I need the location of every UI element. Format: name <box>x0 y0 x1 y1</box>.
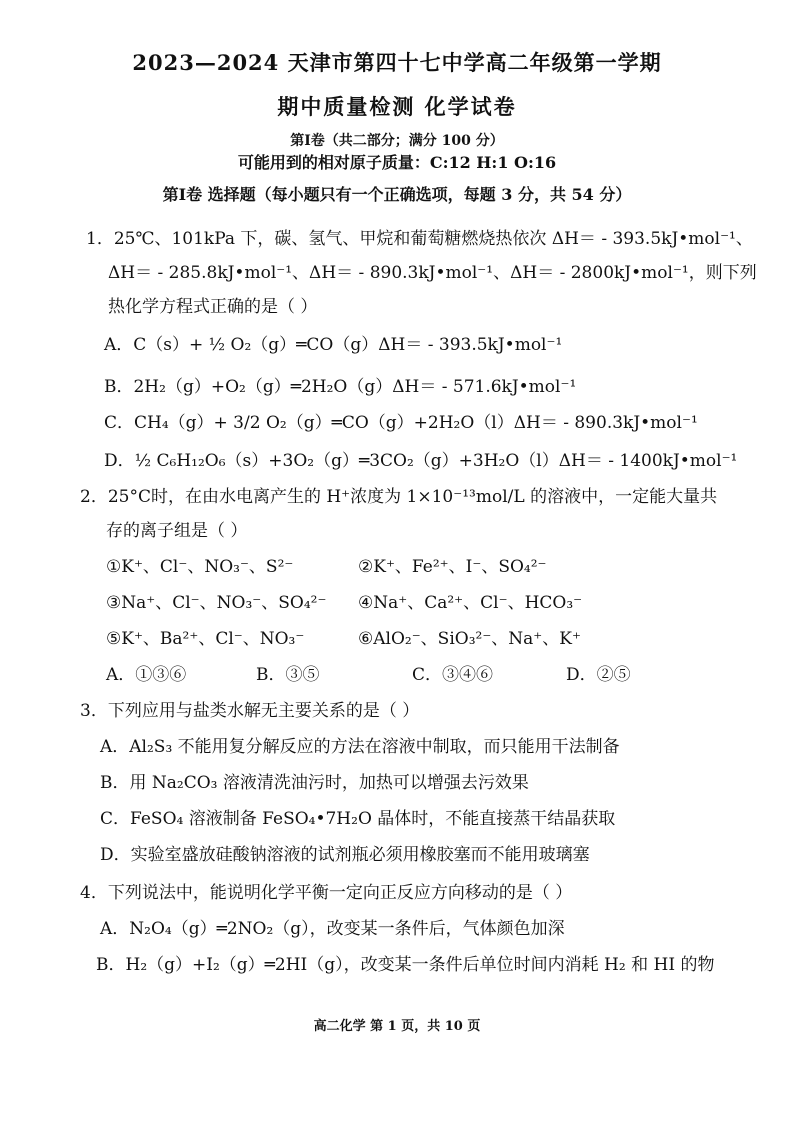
page-footer: 高二化学 第 1 页，共 10 页 <box>313 1019 481 1034</box>
q2-stem-line1: 2．25°C时，在由水电离产生的 H⁺浓度为 1×10⁻¹³mol/L 的溶液中，一定能大量共 <box>80 487 718 507</box>
q4-option-b: B．H₂（g）+I₂（g）═2HI（g），改变某一条件后单位时间内消耗 H₂ 和 HI 的物 <box>96 955 715 975</box>
q1-stem-line1: 1．25℃、101kPa 下，碳、氢气、甲烷和葡萄糖燃烧热依次 ΔH＝ - 393.5kJ•mol⁻¹、 <box>86 229 753 249</box>
q1-option-d: D．½ C₆H₁₂O₆（s）+3O₂（g）═3CO₂（g）+3H₂O（l）ΔH＝ - 1400kJ•mol⁻¹ <box>104 451 738 471</box>
q2-stem-line2: 存的离子组是（ ） <box>106 521 248 541</box>
q3-option-d: D．实验室盛放硅酸钠溶液的试剂瓶必须用橡胶塞而不能用玻璃塞 <box>100 845 590 865</box>
section-title: 第Ⅰ卷 选择题（每小题只有一个正确选项，每题 3 分，共 54 分） <box>162 185 632 204</box>
q1-stem-line3: 热化学方程式正确的是（ ） <box>108 297 318 317</box>
q3-option-c: C．FeSO₄ 溶液制备 FeSO₄•7H₂O 晶体时，不能直接蒸干结晶获取 <box>100 809 616 829</box>
q1-option-c: C．CH₄（g）+ 3/2 O₂（g）═CO（g）+2H₂O（l）ΔH＝ - 890.3kJ•mol⁻¹ <box>104 413 698 433</box>
q2-ion-group-3: ③Na⁺、Cl⁻、NO₃⁻、SO₄²⁻ <box>106 593 327 613</box>
q2-ion-group-2: ②K⁺、Fe²⁺、I⁻、SO₄²⁻ <box>358 557 547 577</box>
q1-option-b: B．2H₂（g）+O₂（g）═2H₂O（g）ΔH＝ - 571.6kJ•mol⁻¹ <box>104 377 577 397</box>
q4-stem: 4．下列说法中，能说明化学平衡一定向正反应方向移动的是（ ） <box>80 883 573 903</box>
exam-title-line2: 期中质量检测 化学试卷 <box>277 94 517 119</box>
exam-title-line1: 2023—2024 天津市第四十七中学高二年级第一学期 <box>132 50 662 75</box>
q2-option-c: C．③④⑥ <box>412 665 494 685</box>
q1-stem-line2: ΔH＝ - 285.8kJ•mol⁻¹、ΔH＝ - 890.3kJ•mol⁻¹、ΔH＝ - 2800kJ•mol⁻¹，则下列 <box>108 263 757 283</box>
q4-option-a: A．N₂O₄（g）═2NO₂（g），改变某一条件后，气体颜色加深 <box>100 919 565 939</box>
atomic-masses: 可能用到的相对原子质量：C:12 H:1 O:16 <box>237 153 557 172</box>
q2-option-b: B．③⑤ <box>256 665 320 685</box>
q2-option-a: A．①③⑥ <box>106 665 187 685</box>
q2-ion-group-1: ①K⁺、Cl⁻、NO₃⁻、S²⁻ <box>106 557 294 577</box>
q3-option-a: A．Al₂S₃ 不能用复分解反应的方法在溶液中制取，而只能用干法制备 <box>100 737 620 757</box>
exam-subtitle: 第Ⅰ卷（共二部分；满分 100 分） <box>290 133 504 149</box>
q2-ion-group-5: ⑤K⁺、Ba²⁺、Cl⁻、NO₃⁻ <box>106 629 305 649</box>
q2-ion-group-6: ⑥AlO₂⁻、SiO₃²⁻、Na⁺、K⁺ <box>358 629 581 649</box>
q1-option-a: A．C（s）+ ½ O₂（g）═CO（g）ΔH＝ - 393.5kJ•mol⁻¹ <box>104 335 563 355</box>
q3-stem: 3．下列应用与盐类水解无主要关系的是（ ） <box>80 701 420 721</box>
q2-option-d: D．②⑤ <box>566 665 631 685</box>
q2-ion-group-4: ④Na⁺、Ca²⁺、Cl⁻、HCO₃⁻ <box>358 593 583 613</box>
q3-option-b: B．用 Na₂CO₃ 溶液清洗油污时，加热可以增强去污效果 <box>100 773 529 793</box>
